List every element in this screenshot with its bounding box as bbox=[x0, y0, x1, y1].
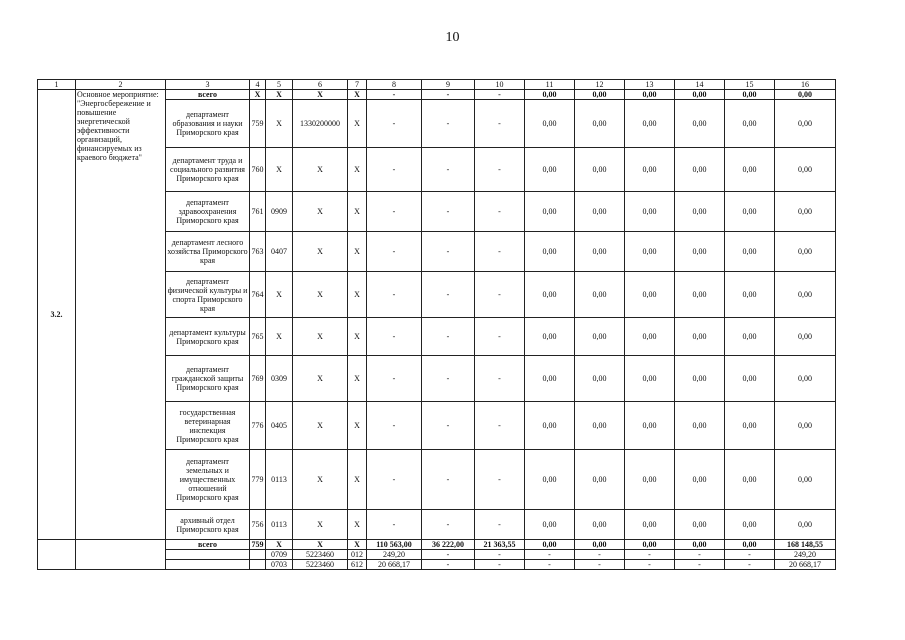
total-value-cell: 0,00 bbox=[725, 540, 775, 550]
value-cell: 0,00 bbox=[575, 192, 625, 232]
value-cell: 0,00 bbox=[525, 450, 575, 510]
total-value-cell: 21 363,55 bbox=[475, 540, 525, 550]
value-cell: - bbox=[422, 560, 475, 570]
total-value-cell: X bbox=[266, 90, 293, 100]
total-value-cell: 0,00 bbox=[675, 90, 725, 100]
value-cell: 0,00 bbox=[775, 402, 836, 450]
value-cell: 0,00 bbox=[725, 232, 775, 272]
total-value-cell: - bbox=[367, 90, 422, 100]
header-cell: 3 bbox=[166, 80, 250, 90]
value-cell: - bbox=[422, 550, 475, 560]
expense-kind-cell: X bbox=[348, 356, 367, 402]
value-cell: 0,00 bbox=[675, 318, 725, 356]
measure-name-cell: Основное мероприятие: "Энергосбережение и повышение энергетической эффективности организаций, финансируемых из краевого бюджета" bbox=[76, 90, 166, 540]
value-cell: 20 668,17 bbox=[775, 560, 836, 570]
value-cell: - bbox=[525, 550, 575, 560]
total-label-cell: всего bbox=[166, 90, 250, 100]
value-cell: - bbox=[675, 560, 725, 570]
value-cell: 0,00 bbox=[675, 192, 725, 232]
value-cell: 0703 bbox=[266, 560, 293, 570]
value-cell: 0,00 bbox=[725, 510, 775, 540]
empty-cell bbox=[166, 550, 250, 560]
total-value-cell: 0,00 bbox=[575, 90, 625, 100]
value-cell: 0,00 bbox=[725, 402, 775, 450]
value-cell: 0,00 bbox=[625, 510, 675, 540]
target-article-cell: X bbox=[293, 402, 348, 450]
expense-kind-cell: X bbox=[348, 450, 367, 510]
empty-cell bbox=[250, 560, 266, 570]
value-cell: 0,00 bbox=[775, 148, 836, 192]
total-value-cell: 0,00 bbox=[525, 90, 575, 100]
department-code-cell: 779 bbox=[250, 450, 266, 510]
target-article-cell: X bbox=[293, 356, 348, 402]
header-cell: 13 bbox=[625, 80, 675, 90]
header-cell: 10 bbox=[475, 80, 525, 90]
value-cell: 0,00 bbox=[525, 356, 575, 402]
expense-kind-cell: X bbox=[348, 100, 367, 148]
header-cell: 16 bbox=[775, 80, 836, 90]
value-cell: - bbox=[525, 560, 575, 570]
total-value-cell: - bbox=[422, 90, 475, 100]
section-cell: 0309 bbox=[266, 356, 293, 402]
empty-cell bbox=[166, 560, 250, 570]
value-cell: 5223460 bbox=[293, 560, 348, 570]
department-name-cell: департамент культуры Приморского края bbox=[166, 318, 250, 356]
header-row bbox=[38, 80, 836, 90]
total-label-cell: всего bbox=[166, 540, 250, 550]
value-cell: 0,00 bbox=[575, 510, 625, 540]
header-cell: 15 bbox=[725, 80, 775, 90]
department-name-cell: департамент труда и социального развития Приморского края bbox=[166, 148, 250, 192]
value-cell: 249,20 bbox=[367, 550, 422, 560]
total-value-cell: X bbox=[266, 540, 293, 550]
value-cell: - bbox=[367, 510, 422, 540]
expense-kind-cell: X bbox=[348, 192, 367, 232]
target-article-cell: X bbox=[293, 148, 348, 192]
value-cell: 0,00 bbox=[675, 232, 725, 272]
value-cell: 0,00 bbox=[725, 318, 775, 356]
value-cell: 0,00 bbox=[525, 402, 575, 450]
department-code-cell: 776 bbox=[250, 402, 266, 450]
section-cell: 0909 bbox=[266, 192, 293, 232]
total-value-cell: 168 148,55 bbox=[775, 540, 836, 550]
value-cell: 0,00 bbox=[725, 148, 775, 192]
value-cell: 0,00 bbox=[575, 148, 625, 192]
value-cell: 0,00 bbox=[625, 450, 675, 510]
section-cell: X bbox=[266, 318, 293, 356]
department-code-cell: 769 bbox=[250, 356, 266, 402]
value-cell: - bbox=[367, 232, 422, 272]
value-cell: 0709 bbox=[266, 550, 293, 560]
budget-table bbox=[37, 79, 836, 570]
target-article-cell: X bbox=[293, 450, 348, 510]
value-cell: 0,00 bbox=[625, 356, 675, 402]
department-name-cell: департамент лесного хозяйства Приморского края bbox=[166, 232, 250, 272]
value-cell: - bbox=[625, 560, 675, 570]
value-cell: - bbox=[367, 148, 422, 192]
total-value-cell: 0,00 bbox=[525, 540, 575, 550]
value-cell: - bbox=[475, 232, 525, 272]
total-value-cell: 110 563,00 bbox=[367, 540, 422, 550]
total-value-cell: X bbox=[293, 90, 348, 100]
value-cell: 0,00 bbox=[575, 356, 625, 402]
value-cell: - bbox=[475, 148, 525, 192]
value-cell: 0,00 bbox=[775, 232, 836, 272]
value-cell: - bbox=[422, 356, 475, 402]
value-cell: 0,00 bbox=[625, 272, 675, 318]
value-cell: 0,00 bbox=[725, 100, 775, 148]
total-value-cell: 0,00 bbox=[625, 540, 675, 550]
value-cell: - bbox=[475, 510, 525, 540]
target-article-cell: X bbox=[293, 318, 348, 356]
target-article-cell: X bbox=[293, 232, 348, 272]
value-cell: 0,00 bbox=[525, 318, 575, 356]
header-cell: 14 bbox=[675, 80, 725, 90]
section-cell: 0405 bbox=[266, 402, 293, 450]
total-value-cell: 0,00 bbox=[725, 90, 775, 100]
header-cell: 6 bbox=[293, 80, 348, 90]
value-cell: - bbox=[422, 232, 475, 272]
target-article-cell: 1330200000 bbox=[293, 100, 348, 148]
department-name-cell: департамент физической культуры и спорта Приморского края bbox=[166, 272, 250, 318]
value-cell: 0,00 bbox=[675, 272, 725, 318]
value-cell: 0,00 bbox=[775, 272, 836, 318]
value-cell: 012 bbox=[348, 550, 367, 560]
total-value-cell: 0,00 bbox=[675, 540, 725, 550]
value-cell: - bbox=[367, 100, 422, 148]
department-code-cell: 756 bbox=[250, 510, 266, 540]
total-value-cell: 0,00 bbox=[775, 90, 836, 100]
header-cell: 4 bbox=[250, 80, 266, 90]
value-cell: - bbox=[575, 550, 625, 560]
target-article-cell: X bbox=[293, 192, 348, 232]
section-cell: X bbox=[266, 100, 293, 148]
expense-kind-cell: X bbox=[348, 510, 367, 540]
header-cell: 11 bbox=[525, 80, 575, 90]
value-cell: 0,00 bbox=[525, 100, 575, 148]
value-cell: - bbox=[475, 192, 525, 232]
value-cell: 0,00 bbox=[525, 272, 575, 318]
value-cell: 0,00 bbox=[575, 450, 625, 510]
total-value-cell: 36 222,00 bbox=[422, 540, 475, 550]
value-cell: 0,00 bbox=[775, 192, 836, 232]
value-cell: - bbox=[725, 560, 775, 570]
value-cell: 0,00 bbox=[575, 318, 625, 356]
department-code-cell: 760 bbox=[250, 148, 266, 192]
value-cell: - bbox=[575, 560, 625, 570]
value-cell: - bbox=[475, 100, 525, 148]
department-name-cell: департамент гражданской защиты Приморского края bbox=[166, 356, 250, 402]
value-cell: 0,00 bbox=[575, 272, 625, 318]
value-cell: - bbox=[422, 450, 475, 510]
value-cell: 0,00 bbox=[525, 232, 575, 272]
department-code-cell: 761 bbox=[250, 192, 266, 232]
department-code-cell: 759 bbox=[250, 100, 266, 148]
table-body bbox=[38, 80, 836, 570]
value-cell: 0,00 bbox=[575, 402, 625, 450]
value-cell: 0,00 bbox=[675, 100, 725, 148]
value-cell: 0,00 bbox=[725, 450, 775, 510]
section-cell: 0407 bbox=[266, 232, 293, 272]
value-cell: - bbox=[475, 356, 525, 402]
section-cell: 0113 bbox=[266, 510, 293, 540]
value-cell: 0,00 bbox=[675, 510, 725, 540]
value-cell: - bbox=[475, 550, 525, 560]
header-cell: 1 bbox=[38, 80, 76, 90]
value-cell: - bbox=[422, 192, 475, 232]
total-value-cell: 0,00 bbox=[575, 540, 625, 550]
department-code-cell: 763 bbox=[250, 232, 266, 272]
value-cell: 0,00 bbox=[525, 192, 575, 232]
total-value-cell: X bbox=[250, 90, 266, 100]
header-cell: 2 bbox=[76, 80, 166, 90]
value-cell: 249,20 bbox=[775, 550, 836, 560]
empty-cell bbox=[38, 540, 76, 570]
target-article-cell: X bbox=[293, 510, 348, 540]
row-number-cell: 3.2. bbox=[38, 90, 76, 540]
department-code-cell: 765 bbox=[250, 318, 266, 356]
value-cell: 0,00 bbox=[625, 100, 675, 148]
department-code-cell: 764 bbox=[250, 272, 266, 318]
header-cell: 8 bbox=[367, 80, 422, 90]
value-cell: 612 bbox=[348, 560, 367, 570]
bottom-total-row bbox=[38, 540, 836, 550]
value-cell: - bbox=[422, 148, 475, 192]
page-number: 10 bbox=[445, 30, 460, 45]
value-cell: 0,00 bbox=[675, 402, 725, 450]
department-name-cell: государственная ветеринарная инспекция Приморского края bbox=[166, 402, 250, 450]
header-cell: 9 bbox=[422, 80, 475, 90]
value-cell: 0,00 bbox=[775, 318, 836, 356]
value-cell: - bbox=[475, 560, 525, 570]
top-total-row bbox=[38, 90, 836, 100]
total-value-cell: X bbox=[293, 540, 348, 550]
value-cell: 0,00 bbox=[775, 450, 836, 510]
value-cell: - bbox=[367, 272, 422, 318]
value-cell: 0,00 bbox=[525, 510, 575, 540]
value-cell: - bbox=[367, 318, 422, 356]
empty-cell bbox=[76, 540, 166, 570]
section-cell: 0113 bbox=[266, 450, 293, 510]
expense-kind-cell: X bbox=[348, 232, 367, 272]
value-cell: - bbox=[475, 272, 525, 318]
header-cell: 12 bbox=[575, 80, 625, 90]
value-cell: - bbox=[367, 402, 422, 450]
value-cell: 0,00 bbox=[625, 232, 675, 272]
value-cell: 0,00 bbox=[575, 100, 625, 148]
value-cell: 0,00 bbox=[775, 356, 836, 402]
value-cell: 0,00 bbox=[725, 356, 775, 402]
value-cell: 0,00 bbox=[575, 232, 625, 272]
value-cell: - bbox=[475, 450, 525, 510]
total-value-cell: 759 bbox=[251, 540, 264, 549]
expense-kind-cell: X bbox=[348, 148, 367, 192]
value-cell: 5223460 bbox=[293, 550, 348, 560]
value-cell: - bbox=[475, 318, 525, 356]
value-cell: - bbox=[475, 402, 525, 450]
value-cell: - bbox=[367, 356, 422, 402]
total-value-cell: - bbox=[475, 90, 525, 100]
expense-kind-cell: X bbox=[348, 272, 367, 318]
value-cell: 0,00 bbox=[725, 272, 775, 318]
value-cell: 0,00 bbox=[675, 148, 725, 192]
value-cell: 0,00 bbox=[675, 450, 725, 510]
header-cell: 7 bbox=[348, 80, 367, 90]
expense-kind-cell: X bbox=[348, 318, 367, 356]
header-cell: 5 bbox=[266, 80, 293, 90]
value-cell: 0,00 bbox=[625, 402, 675, 450]
value-cell: - bbox=[367, 450, 422, 510]
value-cell: - bbox=[625, 550, 675, 560]
value-cell: - bbox=[725, 550, 775, 560]
value-cell: - bbox=[422, 272, 475, 318]
value-cell: - bbox=[422, 318, 475, 356]
value-cell: 0,00 bbox=[625, 318, 675, 356]
department-name-cell: департамент здравоохранения Приморского края bbox=[166, 192, 250, 232]
value-cell: - bbox=[422, 100, 475, 148]
value-cell: 0,00 bbox=[775, 100, 836, 148]
value-cell: - bbox=[675, 550, 725, 560]
total-value-cell: X bbox=[348, 540, 367, 550]
value-cell: - bbox=[422, 510, 475, 540]
total-value-cell: X bbox=[348, 90, 367, 100]
section-cell: X bbox=[266, 148, 293, 192]
value-cell: 0,00 bbox=[775, 510, 836, 540]
department-name-cell: департамент земельных и имущественных отношений Приморского края bbox=[166, 450, 250, 510]
section-cell: X bbox=[266, 272, 293, 318]
target-article-cell: X bbox=[293, 272, 348, 318]
total-value-cell: 0,00 bbox=[625, 90, 675, 100]
expense-kind-cell: X bbox=[348, 402, 367, 450]
value-cell: 0,00 bbox=[725, 192, 775, 232]
department-name-cell: департамент образования и науки Приморского края bbox=[166, 100, 250, 148]
value-cell: 0,00 bbox=[525, 148, 575, 192]
value-cell: - bbox=[367, 192, 422, 232]
value-cell: 0,00 bbox=[675, 356, 725, 402]
value-cell: 20 668,17 bbox=[367, 560, 422, 570]
value-cell: - bbox=[422, 402, 475, 450]
department-name-cell: архивный отдел Приморского края bbox=[166, 510, 250, 540]
value-cell: 0,00 bbox=[625, 148, 675, 192]
value-cell: 0,00 bbox=[625, 192, 675, 232]
empty-cell bbox=[250, 550, 266, 560]
